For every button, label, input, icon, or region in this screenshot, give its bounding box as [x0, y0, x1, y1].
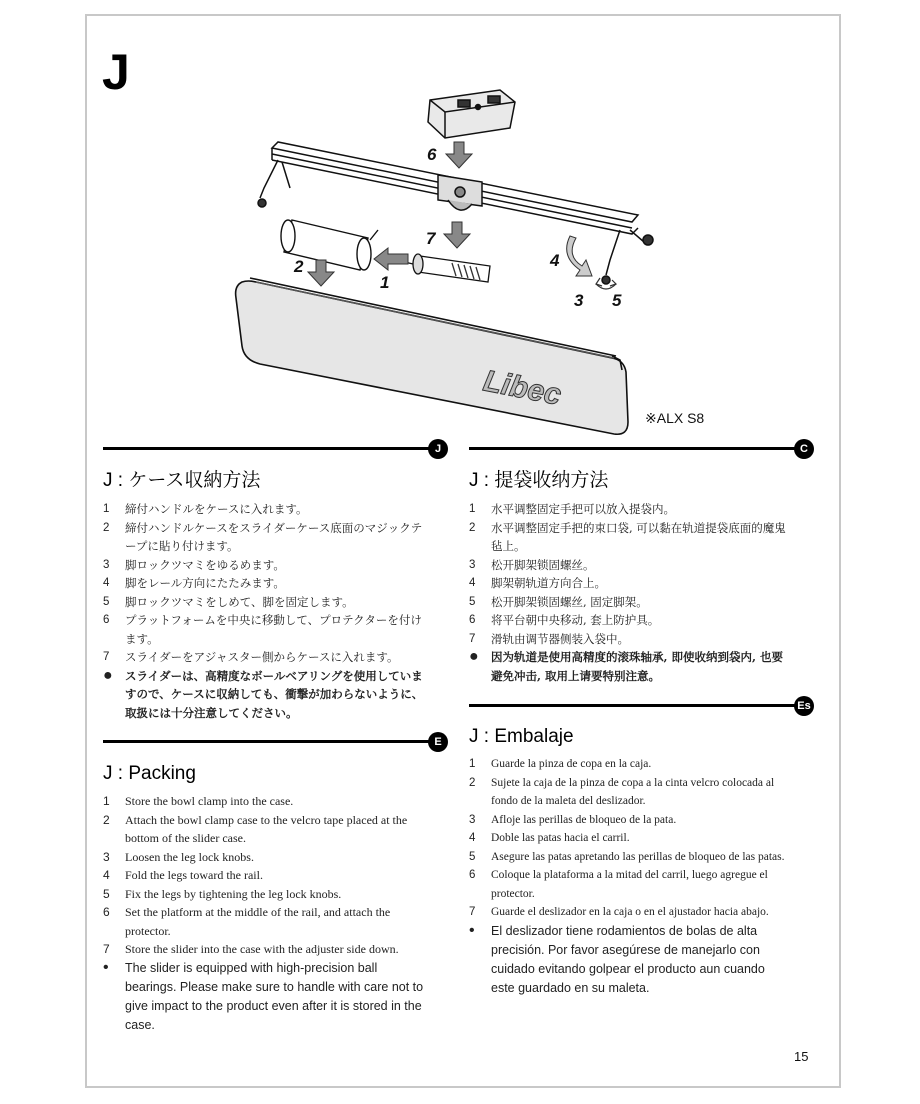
list-item: [469, 866, 791, 903]
item-number: 7: [469, 906, 476, 918]
language-badge-zh: C: [794, 439, 814, 459]
item-number: 6: [103, 905, 110, 919]
item-number: 1: [103, 503, 110, 515]
section-title-zh: J : 提袋收纳方法: [469, 470, 609, 491]
arrow-down-icon: [308, 260, 334, 286]
item-number: 2: [103, 521, 110, 534]
item-text: 滑轨由调节器侧装入袋中。: [491, 631, 629, 646]
item-number: 3: [103, 558, 110, 571]
item-text: プラットフォームを中央に移動して、プロテクターを付けます。: [125, 613, 422, 646]
item-text: Guarde el deslizador en la caja o en el ajustador hacia abajo.: [491, 906, 769, 918]
item-text: Doble las patas hacia el carril.: [491, 832, 630, 844]
list-item: [469, 848, 791, 867]
item-number: 7: [103, 651, 110, 663]
item-number: 5: [103, 595, 110, 608]
caution-text: The slider is equipped with high-precision ball bearings. Please make sure to handle with care not to give impact to the product even after it is stored in the case.: [125, 960, 424, 1032]
item-number: 7: [469, 632, 476, 645]
language-badge-es: Es: [794, 696, 814, 716]
item-text: 将平台朝中央移动, 套上防护具。: [491, 613, 660, 627]
model-number: ※ALX S8: [645, 410, 705, 426]
item-number: 5: [469, 850, 476, 863]
item-number: 1: [103, 794, 110, 808]
item-text: 松开脚架锁固螺丝。: [491, 557, 595, 572]
section-letter: J: [102, 44, 130, 100]
item-number: 3: [469, 813, 476, 826]
item-number: 2: [469, 521, 476, 534]
step-label-4: 4: [550, 251, 560, 270]
caution-text: 因为轨道是使用高精度的滚珠轴承, 即使收纳到袋内, 也要避免冲击, 取用上请要特别注意。: [491, 650, 784, 683]
item-number: 6: [103, 614, 110, 626]
step-label-7: 7: [426, 229, 436, 248]
item-text: 水平调整固定手把的束口袋, 可以黏在轨道提袋底面的魔鬼毡上。: [491, 520, 786, 553]
item-number: 7: [103, 942, 110, 956]
item-text: Loosen the leg lock knobs.: [125, 849, 254, 864]
item-number: 1: [469, 758, 476, 770]
bullet-icon: •: [103, 958, 109, 976]
item-number: 3: [469, 558, 476, 571]
list-item: [103, 593, 425, 612]
item-text: Set the platform at the middle of the rail, and attach the protector.: [125, 905, 391, 938]
item-text: 締付ハンドルをケースに入れます。: [125, 502, 308, 516]
protector-cap: [428, 90, 515, 138]
list-item: [469, 611, 791, 630]
fold-arrow-icon: [567, 236, 592, 276]
caution-text: El deslizador tiene rodamientos de bolas de alta precisión. Por favor asegúrese de manejarlo con cuidado evitando golpear el producto aun cuando este guardado en su maleta.: [491, 923, 765, 995]
list-item: [103, 903, 429, 940]
item-text: Fold the legs toward the rail.: [125, 868, 263, 882]
caution-text: スライダーは、高精度なボールベアリングを使用していますので、ケースに収納しても、衝撃が加わらないように、取扱には十分注意してください。: [125, 668, 424, 720]
caution-note: [469, 922, 791, 998]
slider-packing-illustration: [220, 70, 740, 440]
instructions-en: [103, 792, 429, 1035]
item-number: 4: [103, 577, 110, 589]
item-text: Coloque la plataforma a la mitad del carril, luego agregue el protector.: [491, 869, 768, 900]
step-label-2: 2: [294, 257, 304, 276]
item-text: Fix the legs by tightening the leg lock knobs.: [125, 886, 342, 901]
section-divider-en: [103, 740, 433, 743]
section-divider-es: [469, 704, 799, 707]
item-text: Store the slider into the case with the adjuster side down.: [125, 942, 399, 956]
bowl-clamp-handle: [396, 254, 490, 282]
list-item: [103, 574, 425, 593]
language-badge-ja: J: [428, 439, 448, 459]
item-number: 5: [103, 886, 110, 901]
item-number: 2: [103, 812, 110, 827]
item-text: 水平调整固定手把可以放入提袋内。: [491, 502, 675, 516]
list-item: [103, 611, 425, 648]
bullet-icon: ●: [469, 648, 479, 665]
instructions-zh: [469, 500, 791, 685]
arrow-down-icon: [444, 222, 470, 248]
list-item: [469, 903, 791, 922]
step-label-5: 5: [612, 291, 622, 310]
list-item: [469, 755, 791, 774]
list-item: [103, 500, 425, 519]
item-number: 4: [469, 832, 476, 844]
item-text: Asegure las patas apretando las perillas de bloqueo de las patas.: [491, 850, 785, 863]
arrow-down-icon: [446, 142, 472, 168]
item-text: Sujete la caja de la pinza de copa a la cinta velcro colocada al fondo de la maleta del deslizador.: [491, 776, 775, 807]
list-item: [103, 556, 425, 575]
instructions-ja: [103, 500, 425, 722]
brand-logo: Libec: [480, 364, 564, 412]
item-number: 6: [469, 614, 476, 626]
step-label-1: 1: [380, 273, 390, 292]
item-text: Attach the bowl clamp case to the velcro tape placed at the bottom of the slider case.: [125, 812, 408, 845]
list-item: [469, 519, 791, 556]
list-item: [103, 866, 429, 885]
item-text: 脚をレール方向にたたみます。: [125, 576, 285, 590]
item-number: 4: [103, 868, 110, 882]
step-label-3: 3: [574, 291, 584, 310]
item-text: 脚架朝轨道方向合上。: [491, 576, 606, 590]
item-number: 6: [469, 869, 476, 881]
item-text: Guarde la pinza de copa en la caja.: [491, 758, 652, 770]
item-text: 松开脚架锁固螺丝, 固定脚架。: [491, 594, 648, 609]
list-item: [103, 811, 429, 848]
section-divider-zh: [469, 447, 799, 450]
item-number: 5: [469, 595, 476, 608]
step-label-6: 6: [427, 145, 437, 164]
list-item: [469, 556, 791, 575]
item-text: Afloje las perillas de bloqueo de la pata.: [491, 813, 677, 826]
bullet-icon: ●: [103, 666, 113, 684]
language-badge-en: E: [428, 732, 448, 752]
item-number: 1: [469, 503, 476, 515]
item-text: 締付ハンドルケースをスライダーケース底面のマジックテープに貼り付けます。: [125, 520, 423, 553]
item-number: 4: [469, 577, 476, 589]
list-item: [103, 848, 429, 867]
list-item: [469, 593, 791, 612]
item-text: 脚ロックツマミをゆるめます。: [125, 557, 285, 572]
list-item: [103, 940, 429, 959]
section-title-ja: J : ケース収納方法: [103, 470, 261, 491]
caution-note: [103, 959, 429, 1035]
list-item: [469, 774, 791, 811]
item-number: 3: [103, 849, 110, 864]
page-number: 15: [794, 1049, 809, 1064]
list-item: [469, 829, 791, 848]
item-text: スライダーをアジャスター側からケースに入れます。: [125, 650, 399, 664]
section-divider-ja: [103, 447, 433, 450]
list-item: [469, 811, 791, 830]
slider-case: [236, 278, 628, 434]
bullet-icon: •: [469, 921, 475, 939]
section-title-es: J : Embalaje: [469, 726, 574, 747]
instructions-es: [469, 755, 791, 998]
list-item: [103, 519, 425, 556]
list-item: [469, 574, 791, 593]
list-item: [103, 885, 429, 904]
item-text: 脚ロックツマミをしめて、脚を固定します。: [125, 594, 354, 609]
arrow-left-icon: [374, 248, 408, 270]
caution-note: [469, 648, 791, 685]
list-item: [469, 630, 791, 649]
list-item: [469, 500, 791, 519]
list-item: [103, 792, 429, 811]
section-title-en: J : Packing: [103, 763, 196, 784]
list-item: [103, 648, 425, 667]
item-text: Store the bowl clamp into the case.: [125, 794, 294, 808]
item-number: 2: [469, 776, 476, 789]
caution-note: [103, 667, 425, 723]
